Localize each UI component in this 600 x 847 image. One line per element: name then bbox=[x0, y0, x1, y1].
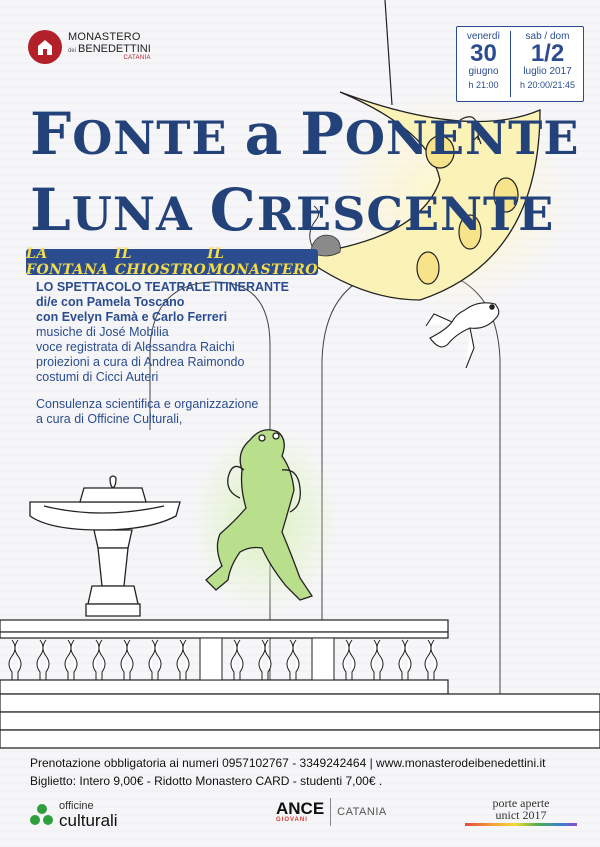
small-frog bbox=[426, 303, 499, 368]
subtitle-monastero: IL MONASTERO bbox=[207, 246, 319, 278]
porte-aperte-logo bbox=[465, 797, 577, 826]
logo-line3: CATANIA bbox=[123, 55, 151, 62]
date-second-dayname: sab / dom bbox=[525, 31, 570, 42]
subtitle-fontana: LA FONTANA bbox=[26, 246, 109, 278]
date-second-month: luglio 2017 bbox=[523, 66, 572, 77]
officine-word2: culturali bbox=[59, 811, 118, 830]
subtitle-bar bbox=[26, 246, 319, 278]
ance-catania-word: CATANIA bbox=[337, 806, 387, 818]
porte-line2: unict 2017 bbox=[495, 808, 547, 822]
ance-separator bbox=[330, 798, 331, 826]
date-second bbox=[512, 27, 583, 90]
date-first-time: h 21:00 bbox=[468, 80, 499, 90]
porte-line1: porte aperte bbox=[492, 796, 550, 810]
title-line1: FONTE a PONENTE bbox=[30, 100, 580, 168]
credits-line6: proiezioni a cura di Andrea Raimondo bbox=[36, 355, 245, 369]
date-first-dayname: venerdì bbox=[466, 31, 501, 42]
date-box bbox=[456, 26, 584, 102]
logo-line1: MONASTERO bbox=[68, 31, 141, 44]
credits-line9: a cura di Officine Culturali, bbox=[36, 412, 183, 426]
credits-line5: voce registrata di Alessandra Raichi bbox=[36, 340, 235, 354]
moon-string bbox=[385, 0, 392, 105]
credits-line4: musiche di José Mobilia bbox=[36, 325, 169, 339]
date-first-month: giugno bbox=[468, 66, 499, 77]
officine-dots-icon bbox=[30, 804, 54, 826]
booking-info: Prenotazione obbligatoria ai numeri 0957102767 - 3349242464 | www.monasterodeibenedettini.it bbox=[30, 756, 546, 770]
ance-word: ANCE bbox=[276, 799, 325, 818]
fountain bbox=[30, 476, 180, 616]
date-second-time: h 20:00/21:45 bbox=[519, 80, 576, 90]
baluster-row bbox=[9, 638, 437, 680]
subtitle-chiostro: IL CHIOSTRO bbox=[114, 246, 207, 278]
date-first bbox=[457, 27, 510, 90]
monastery-icon bbox=[28, 30, 62, 64]
date-first-day: 30 bbox=[470, 40, 497, 67]
credits-line7: costumi di Cicci Auteri bbox=[36, 370, 159, 384]
date-divider bbox=[510, 31, 511, 97]
balustrade bbox=[0, 620, 600, 748]
ticket-info: Biglietto: Intero 9,00€ - Ridotto Monastero CARD - studenti 7,00€ . bbox=[30, 774, 383, 788]
logo-line2: BENEDETTINI bbox=[78, 42, 151, 55]
logo-line2-prefix: dei bbox=[68, 47, 77, 54]
porte-color-bar bbox=[465, 823, 577, 826]
credits-line1: LO SPETTACOLO TEATRALE ITINERANTE bbox=[36, 280, 290, 294]
officine-culturali-logo bbox=[30, 801, 118, 829]
ance-giovani-word: GIOVANI bbox=[276, 817, 308, 823]
monastero-logo bbox=[28, 30, 151, 64]
title-line2: LUNA CRESCENTE bbox=[30, 176, 555, 244]
officine-word1: officine bbox=[59, 800, 94, 812]
credits-line2: di/e con Pamela Toscano bbox=[36, 295, 185, 309]
date-second-day: 1/2 bbox=[530, 40, 565, 67]
credits-line3: con Evelyn Famà e Carlo Ferreri bbox=[36, 310, 228, 324]
credits bbox=[36, 280, 289, 427]
ance-giovani-logo bbox=[276, 798, 387, 826]
credits-line8: Consulenza scientifica e organizzazione bbox=[36, 397, 259, 411]
